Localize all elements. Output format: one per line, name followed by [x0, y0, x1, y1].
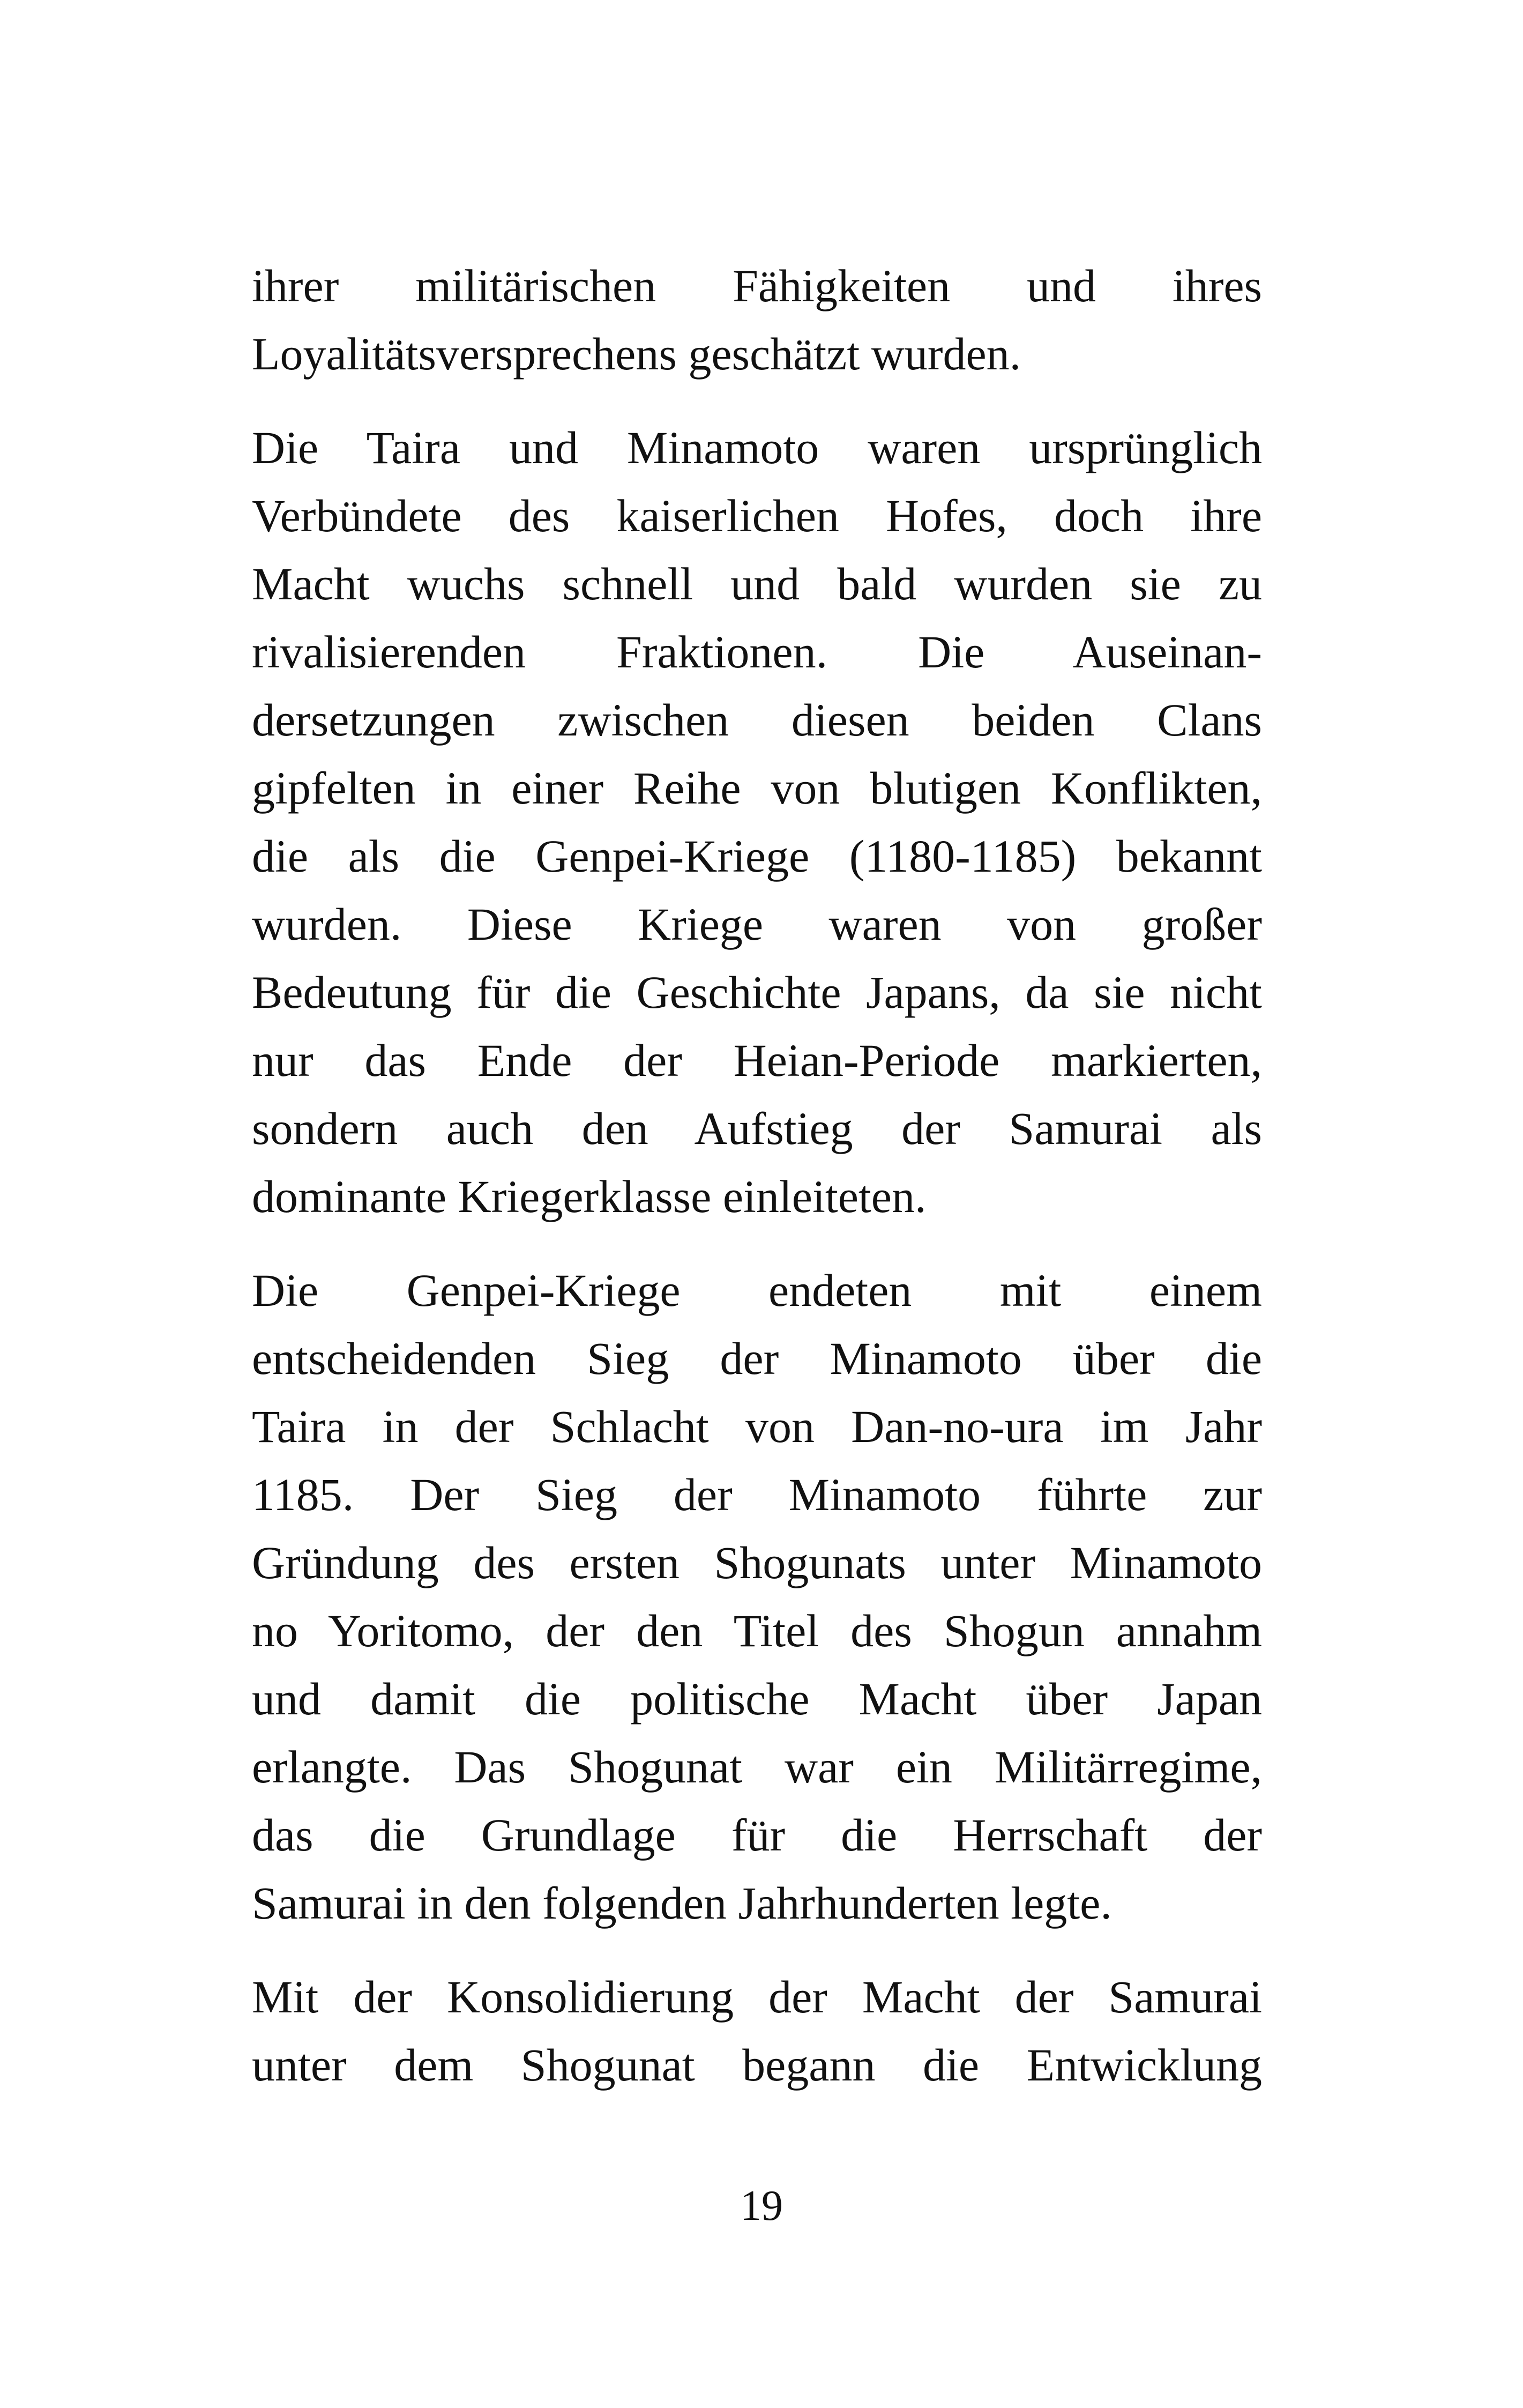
paragraph-2 — [252, 414, 1262, 1231]
text-line: 1185. Der Sieg der Minamoto führte zur — [252, 1469, 1262, 1520]
text-line: Loyalitätsversprechens geschätzt wurden. — [252, 328, 1021, 380]
text-line: dersetzungen zwischen diesen beiden Clans — [252, 694, 1262, 746]
text-line: no Yoritomo, der den Titel des Shogun annahm — [252, 1605, 1262, 1656]
text-line: ihrer militärischen Fähigkeiten und ihres — [252, 260, 1262, 311]
text-line: sondern auch den Aufstieg der Samurai als — [252, 1103, 1262, 1154]
paragraph-1 — [252, 252, 1262, 388]
text-line: Samurai in den folgenden Jahrhunderten legte. — [252, 1877, 1112, 1929]
text-line: Bedeutung für die Geschichte Japans, da sie nicht — [252, 967, 1262, 1018]
paragraph-3 — [252, 1257, 1262, 1937]
text-line: Gründung des ersten Shogunats unter Minamoto — [252, 1537, 1262, 1588]
text-line: Macht wuchs schnell und bald wurden sie zu — [252, 558, 1262, 610]
text-line: entscheidenden Sieg der Minamoto über die — [252, 1333, 1262, 1384]
text-line: gipfelten in einer Reihe von blutigen Konflikten, — [252, 762, 1262, 814]
text-line: dominante Kriegerklasse einleiteten. — [252, 1171, 927, 1222]
text-line: Die Genpei-Kriege endeten mit einem — [252, 1265, 1262, 1316]
text-line: erlangte. Das Shogunat war ein Militärregime, — [252, 1741, 1262, 1793]
body-text — [252, 252, 1262, 2125]
text-line: wurden. Diese Kriege waren von großer — [252, 898, 1262, 950]
text-line: und damit die politische Macht über Japan — [252, 1673, 1262, 1725]
text-line: rivalisierenden Fraktionen. Die Auseinan- — [252, 626, 1262, 678]
text-line: unter dem Shogunat begann die Entwicklung — [252, 2039, 1262, 2091]
text-line: das die Grundlage für die Herrschaft der — [252, 1809, 1262, 1861]
page-number: 19 — [740, 2182, 783, 2229]
text-line: Taira in der Schlacht von Dan-no-ura im Jahr — [252, 1401, 1262, 1452]
text-line: nur das Ende der Heian-Periode markierten, — [252, 1035, 1262, 1086]
paragraph-4 — [252, 1963, 1262, 2099]
text-line: Verbündete des kaiserlichen Hofes, doch ihre — [252, 490, 1262, 541]
text-line: Mit der Konsolidierung der Macht der Samurai — [252, 1971, 1262, 2023]
text-line: die als die Genpei-Kriege (1180-1185) bekannt — [252, 830, 1262, 882]
text-line: Die Taira und Minamoto waren ursprünglich — [252, 422, 1262, 473]
